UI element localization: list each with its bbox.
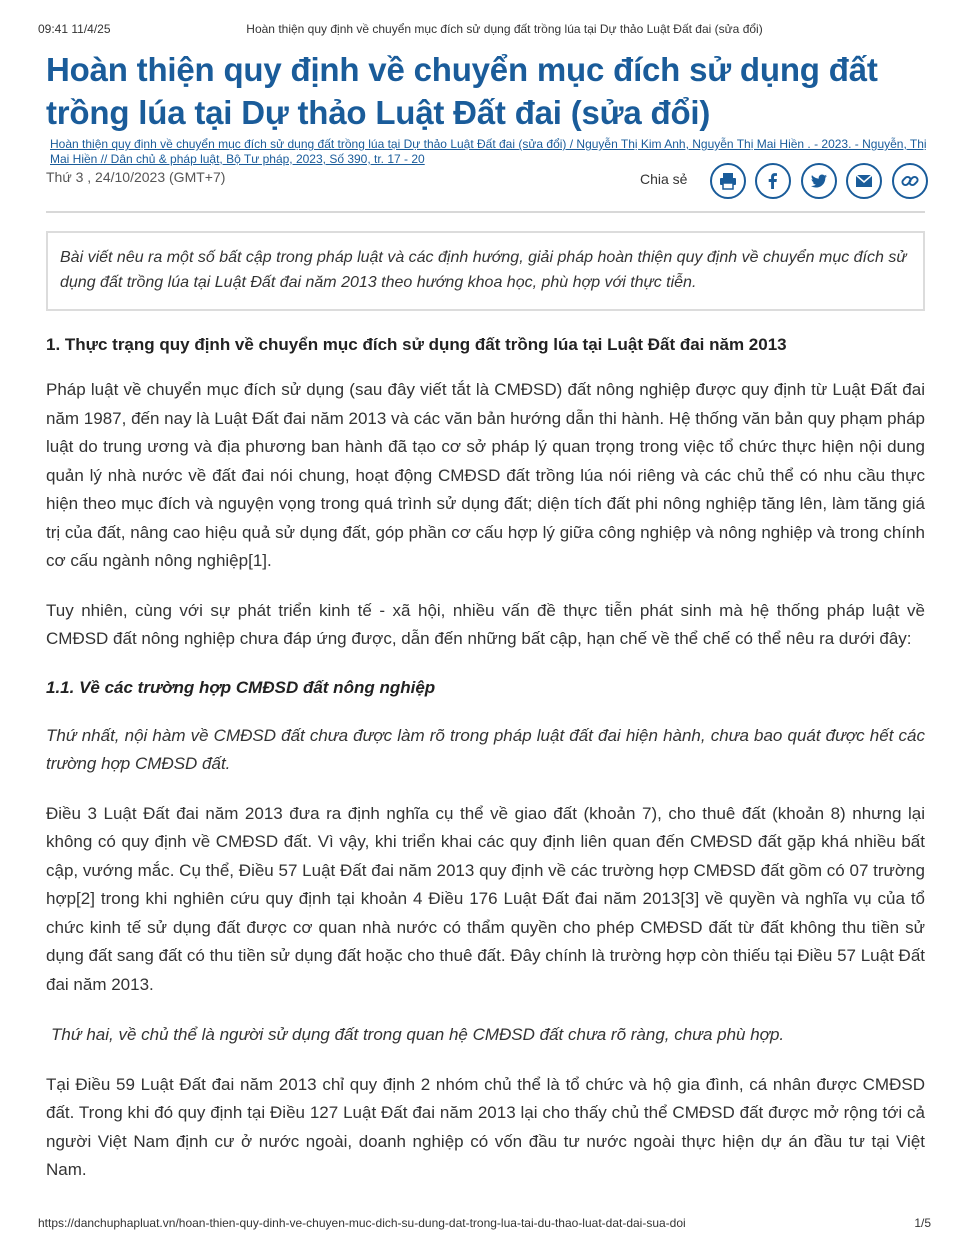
subsection-heading: 1.1. Về các trường hợp CMĐSD đất nông nghiệp: [46, 677, 436, 697]
share-label: Chia sẻ: [640, 171, 688, 187]
twitter-icon[interactable]: [801, 163, 837, 199]
divider: [46, 211, 925, 213]
print-header: [38, 22, 931, 38]
section-heading: 1. Thực trạng quy định về chuyển mục đích sử dụng đất trồng lúa tại Luật Đất đai năm 2013: [46, 335, 787, 354]
email-icon[interactable]: [846, 163, 882, 199]
page-number: 1/5: [914, 1216, 931, 1230]
article-summary: Bài viết nêu ra một số bất cập trong pháp luật và các định hướng, giải pháp hoàn thiện quy định về chuyển mục đích sử dụng đất trồng lúa tại Luật Đất đai năm 2013 theo hướng khoa học, phù hợp với thực tiễn.: [46, 231, 925, 311]
page-url: https://danchuphapluat.vn/hoan-thien-quy-dinh-ve-chuyen-muc-dich-su-dung-dat-trong-lua-tai-du-thao-luat-dat-dai-sua-doi: [38, 1216, 686, 1230]
paragraph: Tuy nhiên, cùng với sự phát triển kinh tế - xã hội, nhiều vấn đề thực tiễn phát sinh mà hệ thống pháp luật về CMĐSD đất nông nghiệp chưa đáp ứng được, dẫn đến những bất cập, hạn chế về thể chế có thể nêu ra dưới đây:: [46, 600, 925, 648]
print-icon[interactable]: [710, 163, 746, 199]
publish-date: Thứ 3 , 24/10/2023 (GMT+7): [46, 169, 226, 185]
article-title: Hoàn thiện quy định về chuyển mục đích sử dụng đất trồng lúa tại Dự thảo Luật Đất đai (sửa đổi): [46, 51, 878, 131]
meta-row: [46, 167, 925, 207]
print-header-title: Hoàn thiện quy định về chuyển mục đích sử dụng đất trồng lúa tại Dự thảo Luật Đất đai (sửa đổi): [246, 22, 763, 36]
paragraph: Điều 3 Luật Đất đai năm 2013 đưa ra định nghĩa cụ thể về giao đất (khoản 7), cho thuê đất (khoản 8) nhưng lại không có quy định về CMĐSD đất. Vì vậy, khi triển khai các quy định liên quan đến CMĐSD đất gặp khá nhiều bất cập, vướng mắc. Cụ thể, Điều 57 Luật Đất đai năm 2013 quy định về các trường hợp CMĐSD đất gồm có 07 trường hợp[2] trong khi nghiên cứu quy định tại khoản 4 Điều 176 Luật Đất đai năm 2013[3] về quyền và nghĩa vụ của tổ chức kinh tế sử dụng đất được cơ quan nhà nước có thẩm quyền cho phép CMĐSD đất từ đất không thu tiền sử dụng đất sang đất có thu tiền sử dụng đất hoặc cho thuê đất. Đây chính là trường hợp còn thiếu tại Điều 57 Luật Đất đai năm 2013.: [46, 803, 925, 994]
italic-paragraph: Thứ nhất, nội hàm về CMĐSD đất chưa được làm rõ trong pháp luật đất đai hiện hành, chưa bao quát được hết các trường hợp CMĐSD đất.: [46, 725, 925, 773]
facebook-icon[interactable]: [755, 163, 791, 199]
paragraph: Tại Điều 59 Luật Đất đai năm 2013 chỉ quy định 2 nhóm chủ thể là tổ chức và hộ gia đình, cá nhân được CMĐSD đất. Trong khi đó quy định tại Điều 127 Luật Đất đai năm 2013 lại cho thấy chủ thể CMĐSD đất được mở rộng tới cả người Việt Nam định cư ở nước ngoài, doanh nghiệp có vốn đầu tư nước ngoài thực hiện dự án đầu tư tại Việt Nam.: [46, 1074, 925, 1179]
italic-paragraph: Thứ hai, về chủ thể là người sử dụng đất trong quan hệ CMĐSD đất chưa rõ ràng, chưa phù hợp.: [51, 1025, 785, 1044]
print-timestamp: 09:41 11/4/25: [38, 22, 111, 36]
print-footer: [38, 1216, 931, 1232]
citation-link[interactable]: Hoàn thiện quy định về chuyển mục đích sử dụng đất trồng lúa tại Dự thảo Luật Đất đai (sửa đổi) / Nguyễn Thị Kim Anh, Nguyễn Thị Mai Hiền . - 2023. - Nguyễn, Thị Mai Hiền // Dân chủ & pháp luật, Bộ Tư pháp, 2023, Số 390, tr. 17 - 20: [50, 137, 927, 166]
paragraph: Pháp luật về chuyển mục đích sử dụng (sau đây viết tắt là CMĐSD) đất nông nghiệp được quy định từ Luật Đất đai năm 1987, đến nay là Luật Đất đai năm 2013 và các văn bản hướng dẫn thi hành. Hệ thống văn bản quy phạm pháp luật do trung ương và địa phương ban hành đã tạo cơ sở pháp lý quan trọng trong việc tổ chức thực hiện nội dung quản lý nhà nước về đất đai nói chung, hoạt động CMĐSD đất trồng lúa nói riêng và các chủ thể có nhu cầu thực hiện theo mục đích và nguyện vọng trong quá trình sử dụng đất; diện tích đất phi nông nghiệp tăng lên, làm tăng giá trị của đất, nâng cao hiệu quả sử dụng đất, góp phần cơ cấu hợp lý giữa công nghiệp và nông nghiệp và trong chính cơ cấu ngành nông nghiệp[1].: [46, 380, 925, 570]
article: [46, 48, 925, 1185]
link-icon[interactable]: [892, 163, 928, 199]
